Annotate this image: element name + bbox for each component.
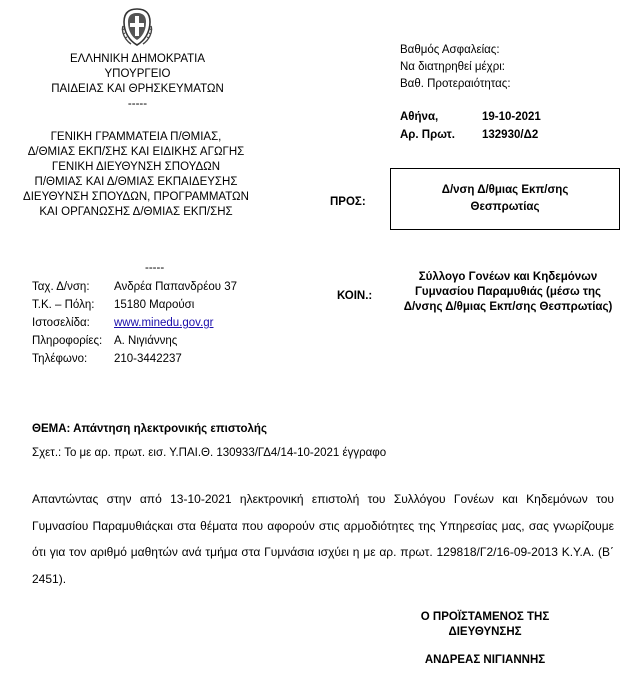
recipient-box xyxy=(390,168,620,230)
address-value: Ανδρέα Παπανδρέου 37 xyxy=(114,281,237,293)
cc-line: Σύλλογο Γονέων και Κηδεμόνων xyxy=(418,271,598,283)
date-protocol-block xyxy=(400,108,541,144)
letter-body xyxy=(32,486,614,592)
phone-value: 210-3442237 xyxy=(114,353,182,365)
greek-emblem-icon xyxy=(119,6,155,48)
body-paragraph: Απαντώντας στην από 13-10-2021 ηλεκτρονική επιστολή του Συλλόγου Γονέων και Κηδεμόνων του Γυμνασίου Παραμυθιάςκαι στα θέματα που αφορούν στις αρμοδιότητες της Υπηρεσίας μας, σας γνωρίζουμε ότι για τον αριθμό μαθητών ανά τμήμα στα Γυμνάσια ισχύει η με αρ. πρωτ. 129818/Γ2/16-09-2013 Κ.Υ.Α. (Β΄ 2451). xyxy=(32,492,614,586)
contact-separator: ----- xyxy=(145,262,165,274)
address-label: Ταχ. Δ/νση: xyxy=(32,281,90,293)
signature-block xyxy=(408,610,562,668)
phone-label: Τηλέφωνο: xyxy=(32,353,88,365)
signature-spacer xyxy=(408,640,562,653)
secretariat-line: Δ/ΘΜΙΑΣ ΕΚΠ/ΣΗΣ ΚΑΙ ΕΙΔΙΚΗΣ ΑΓΩΓΗΣ xyxy=(27,146,245,158)
cc-label: ΚΟΙΝ.: xyxy=(337,290,373,302)
recipient-line: Δ/νση Δ/θμιας Εκπ/σης xyxy=(441,184,569,196)
ministry-line: ΠΑΙΔΕΙΑΣ ΚΑΙ ΘΡΗΣΚΕΥΜΑΤΩΝ xyxy=(51,83,224,95)
secretariat-header xyxy=(20,130,252,220)
postcode-value: 15180 Μαρούσι xyxy=(114,299,195,311)
place-label: Αθήνα, xyxy=(400,111,439,123)
secretariat-line: Π/ΘΜΙΑΣ ΚΑΙ Δ/ΘΜΙΑΣ ΕΚΠΑΙΔΕΥΣΗΣ xyxy=(34,176,238,188)
ministry-separator: ----- xyxy=(127,98,148,110)
ministry-line: ΕΛΛΗΝΙΚΗ ΔΗΜΟΚΡΑΤΙΑ xyxy=(69,53,206,65)
signature-title: Ο ΠΡΟΪΣΤΑΜΕΝΟΣ ΤΗΣ xyxy=(420,611,550,623)
subject-line: ΘΕΜΑ: Απάντηση ηλεκτρονικής επιστολής xyxy=(32,423,267,435)
protocol-label: Αρ. Πρωτ. xyxy=(400,129,455,141)
info-value: Α. Νιγιάννης xyxy=(114,335,178,347)
document-date: 19-10-2021 xyxy=(482,111,541,123)
classification-block xyxy=(400,42,511,93)
cc-line: Γυμνασίου Παραμυθιάς (μέσω της xyxy=(415,286,601,298)
secretariat-line: ΔΙΕΥΘΥΝΣΗ ΣΠΟΥΔΩΝ, ΠΡΟΓΡΑΜΜΑΤΩΝ xyxy=(23,191,249,203)
protocol-number: 132930/Δ2 xyxy=(482,129,539,141)
recipient-line: Θεσπρωτίας xyxy=(470,201,540,213)
signature-title: ΔΙΕΥΘΥΝΣΗΣ xyxy=(448,626,522,638)
secretariat-line: ΓΕΝΙΚΗ ΓΡΑΜΜΑΤΕΙΑ Π/ΘΜΙΑΣ, xyxy=(50,131,222,143)
signatory-name: ΑΝΔΡΕΑΣ ΝΙΓΙΑΝΝΗΣ xyxy=(424,654,546,666)
website-label: Ιστοσελίδα: xyxy=(32,317,90,329)
reference-line: Σχετ.: Το με αρ. πρωτ. εισ. Υ.ΠΑΙ.Θ. 130933/ΓΔ4/14-10-2021 έγγραφο xyxy=(32,447,387,459)
security-grade-label: Βαθμός Ασφαλείας: xyxy=(400,44,500,56)
retention-label: Να διατηρηθεί μέχρι: xyxy=(400,61,505,73)
cc-block xyxy=(390,270,625,315)
secretariat-line: ΓΕΝΙΚΗ ΔΙΕΥΘΥΝΣΗ ΣΠΟΥΔΩΝ xyxy=(51,161,221,173)
secretariat-line: ΚΑΙ ΟΡΓΑΝΩΣΗΣ Δ/ΘΜΙΑΣ ΕΚΠ/ΣΗΣ xyxy=(39,206,233,218)
info-label: Πληροφορίες: xyxy=(32,335,103,347)
ministry-line: ΥΠΟΥΡΓΕΙΟ xyxy=(104,68,171,80)
contact-block xyxy=(32,278,237,368)
cc-line: Δ/νσης Δ/θμιας Εκπ/σης Θεσπρωτίας) xyxy=(403,301,613,313)
postcode-label: Τ.Κ. – Πόλη: xyxy=(32,299,95,311)
ministry-header xyxy=(30,52,245,112)
recipient-label: ΠΡΟΣ: xyxy=(330,196,366,208)
website-link[interactable]: www.minedu.gov.gr xyxy=(114,317,214,329)
priority-label: Βαθ. Προτεραιότητας: xyxy=(400,78,511,90)
